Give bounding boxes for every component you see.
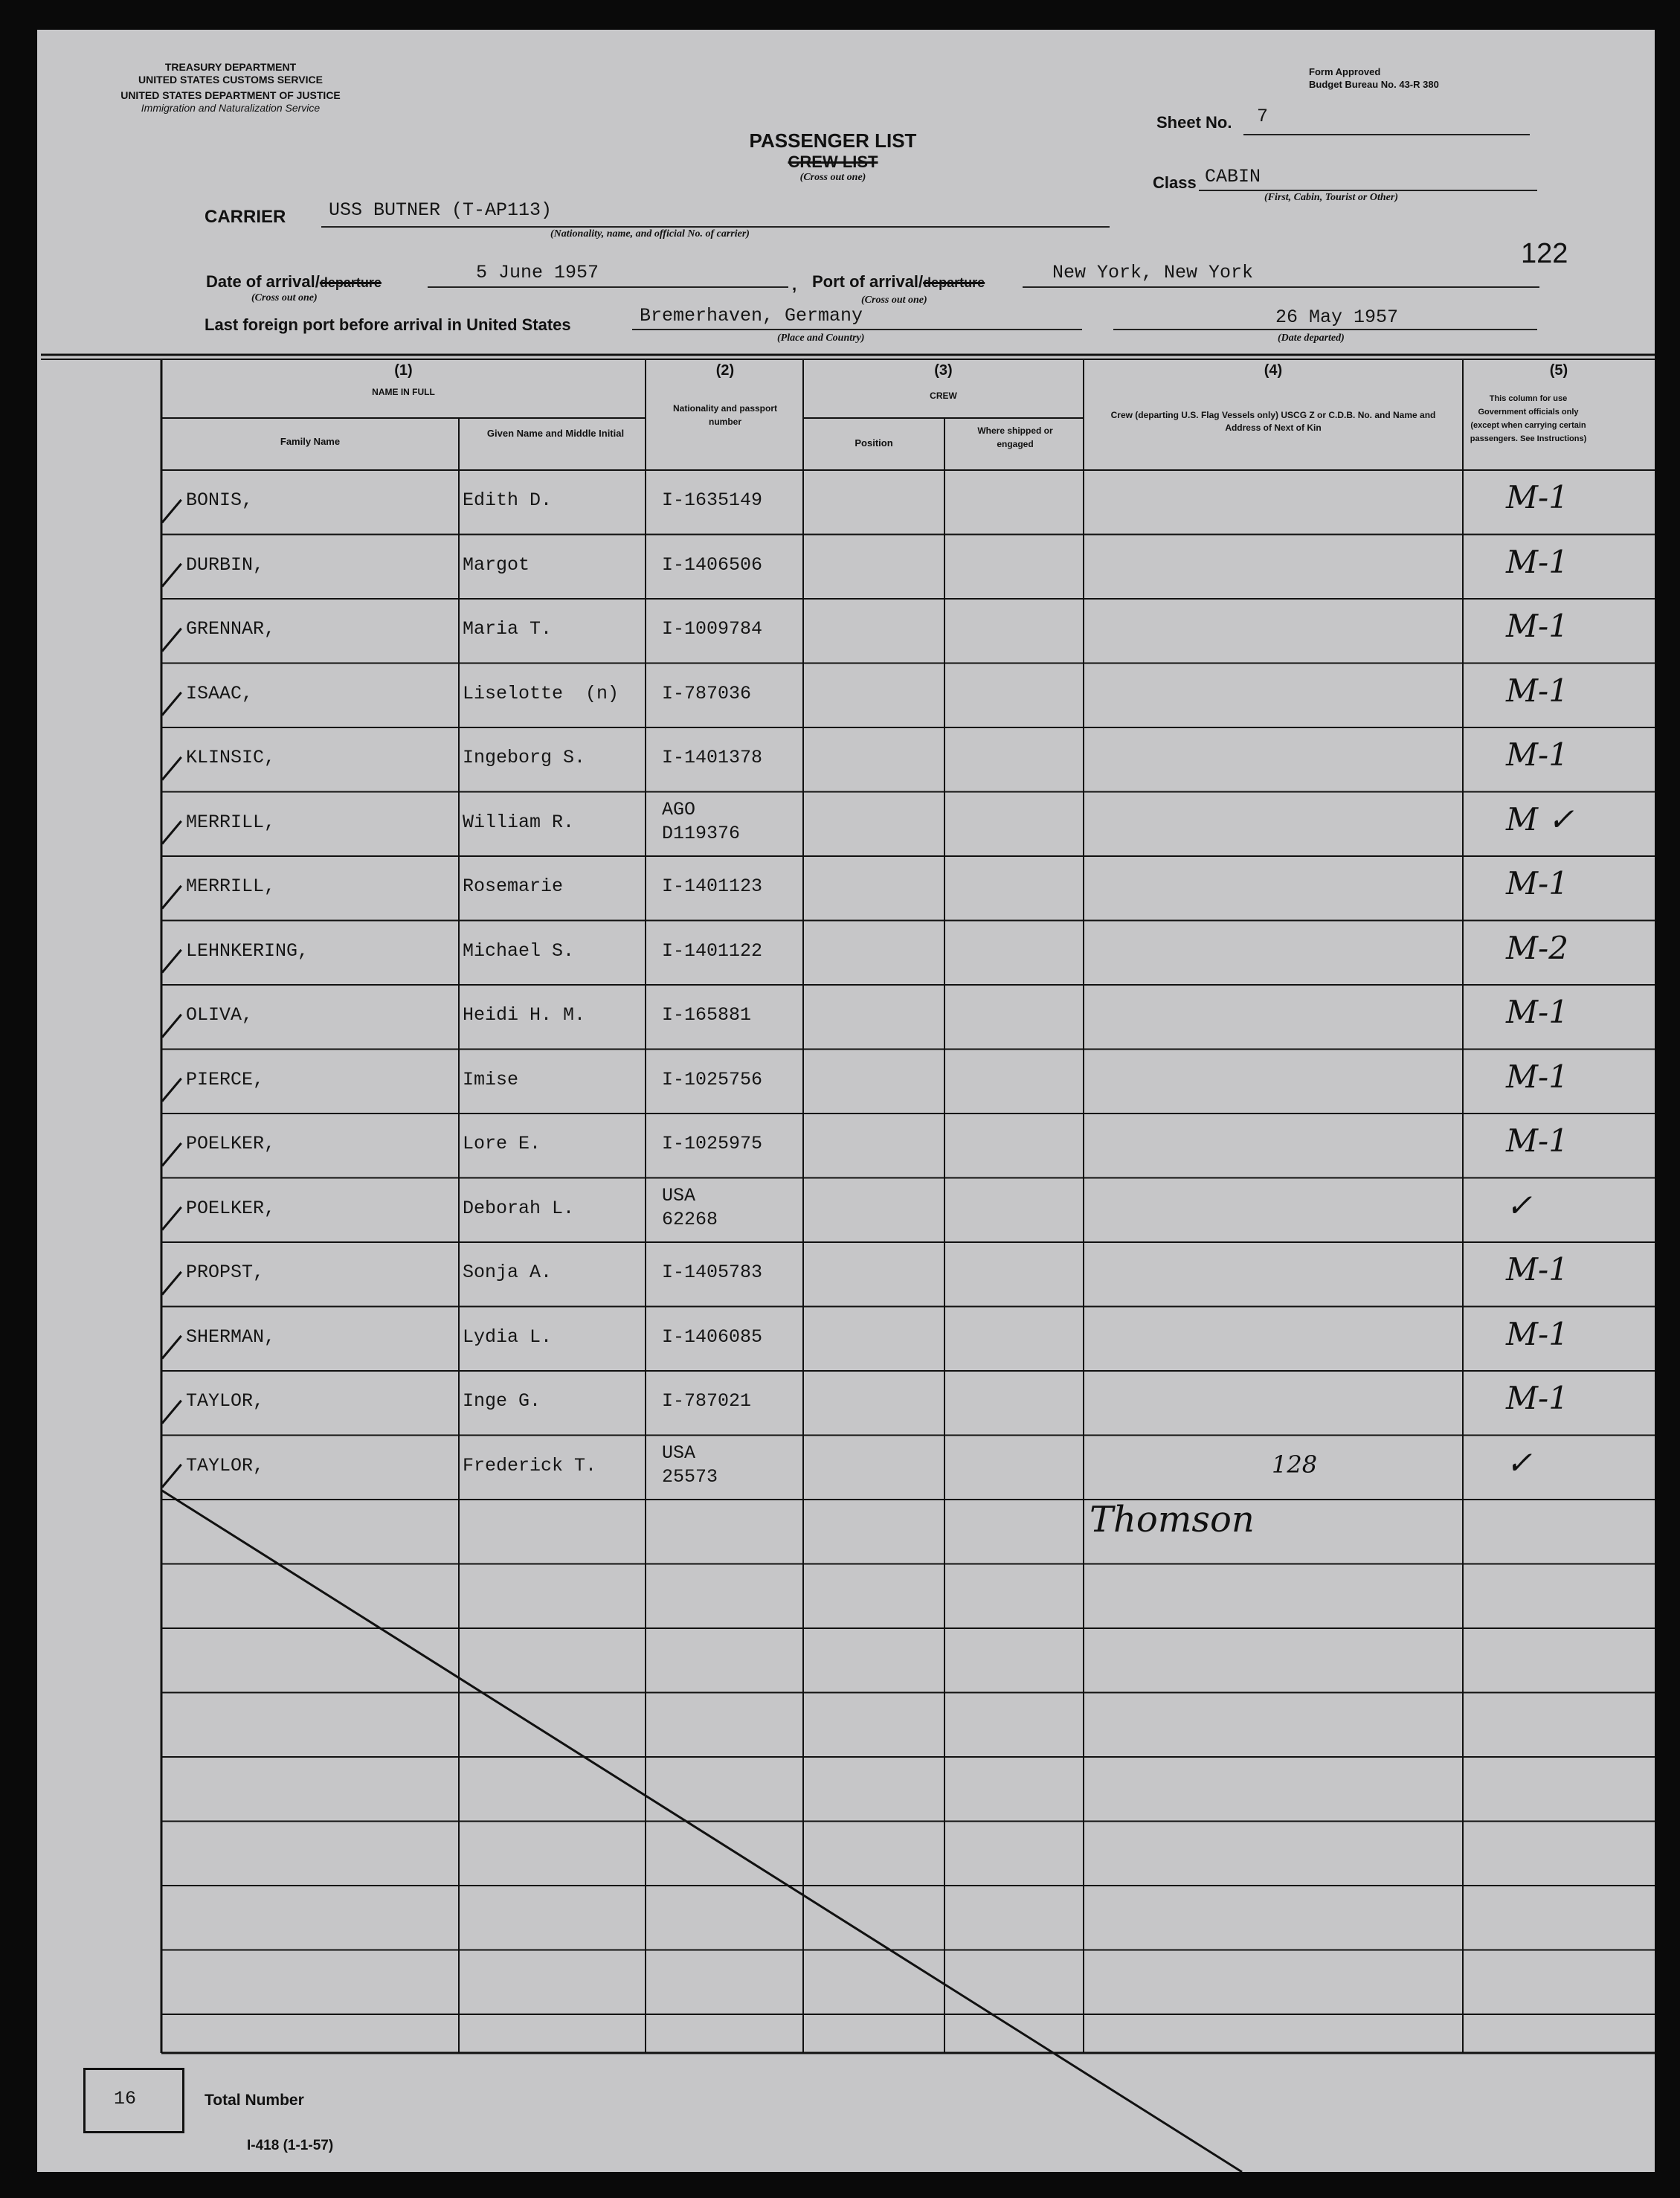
given-name-cell: Margot [463,553,530,576]
passport-cell: I-1405783 [662,1262,763,1283]
given-name-cell: Frederick T. [463,1454,597,1476]
given-name-cell: Liselotte (n) [463,682,619,704]
table-row [37,1178,1655,1243]
page-title: PASSENGER LIST [749,129,917,152]
table-row [37,1436,1655,1500]
table-row [37,921,1655,986]
date-departed-value: 26 May 1957 [1275,306,1399,328]
title-struck: CREW LIST [788,152,878,171]
family-name-cell: SHERMAN, [186,1325,276,1348]
carrier-value: USS BUTNER (T-AP113) [329,199,553,221]
passport-cell: I-1025975 [662,1133,763,1154]
given-name-cell: Heidi H. M. [463,1004,586,1026]
check-tick-mark [161,1464,182,1488]
official-mark-cell: M-2 [1506,929,1568,966]
col4-title: Crew (departing U.S. Flag Vessels only) USCG Z or C.D.B. No. and Name and Address of Next of Kin [1110,410,1436,433]
family-name-cell: DURBIN, [186,553,265,576]
agency-line-2: UNITED STATES CUSTOMS SERVICE [138,74,323,86]
check-tick-mark [161,1206,182,1231]
carrier-caption: (Nationality, name, and official No. of carrier) [550,228,750,240]
last-port-caption: (Place and Country) [777,332,865,344]
official-mark-cell: M ✓ [1506,800,1574,838]
check-tick-mark [161,563,182,588]
passport-cell: I-1025756 [662,1068,763,1090]
family-name-cell: ISAAC, [186,682,254,704]
check-tick-mark [161,884,182,909]
handwritten-number: 128 [1272,1450,1318,1479]
check-tick-mark [161,949,182,974]
passport-cell: USA 62268 [662,1184,718,1230]
given-name-cell: William R. [463,811,575,833]
table-row [37,535,1655,600]
port-struck: departure [923,275,985,290]
void-diagonal-line [162,1491,1242,2172]
official-mark-cell: M-1 [1506,1251,1568,1288]
official-mark-cell: M-1 [1506,1122,1568,1159]
port-value: New York, New York [1052,262,1254,283]
passport-cell: I-1401122 [662,939,763,962]
check-tick-mark [161,820,182,845]
table-row [37,470,1655,535]
arrival-comma: , [792,275,797,294]
arrival-caption: (Cross out one) [251,292,318,303]
total-label: Total Number [205,2092,304,2109]
total-value: 16 [114,2088,137,2109]
family-name-cell: PIERCE, [186,1068,265,1090]
col5-number: (5) [1549,362,1568,379]
col5-title: This column for use Government officials only (except when carrying certain passengers. See Instructions) [1470,394,1587,443]
agency-line-1: TREASURY DEPARTMENT [164,61,297,73]
arrival-struck: departure [319,275,382,290]
agency-line-3: UNITED STATES DEPARTMENT OF JUSTICE [120,89,341,101]
check-tick-mark [161,1399,182,1424]
check-tick-mark [161,1078,182,1102]
given-name-cell: Lydia L. [463,1325,553,1348]
col3-number: (3) [934,362,953,379]
family-name-cell: MERRILL, [186,811,276,833]
check-tick-mark [161,756,182,780]
table-row [37,792,1655,857]
passport-cell: I-787036 [662,682,752,704]
passport-cell: I-787021 [662,1390,752,1412]
class-label: Class [1153,173,1197,192]
table-row [37,1307,1655,1372]
total-box [83,2068,184,2133]
family-name-header: Family Name [280,436,341,447]
form-approved-line-2: Budget Bureau No. 43-R 380 [1309,79,1439,90]
table-row [37,663,1655,728]
given-name-cell: Imise [463,1068,519,1090]
given-name-cell: Michael S. [463,939,575,962]
position-header: Position [855,437,893,449]
given-name-cell: Ingeborg S. [463,747,586,768]
passport-cell: I-1406506 [662,553,763,576]
col1-number: (1) [394,362,413,379]
given-name-cell: Edith D. [463,489,553,511]
passport-cell: I-1406085 [662,1325,763,1348]
table-row [37,1114,1655,1178]
passport-cell: I-1401378 [662,747,763,768]
passport-cell: I-165881 [662,1004,752,1026]
family-name-cell: LEHNKERING, [186,939,309,962]
given-name-cell: Rosemarie [463,875,564,897]
inspector-signature: Thomson [1090,1499,1255,1540]
official-mark-cell: M-1 [1506,608,1568,644]
official-mark-cell: ✓ [1506,1444,1533,1481]
official-mark-cell: M-1 [1506,994,1568,1030]
given-name-cell: Lore E. [463,1133,541,1154]
family-name-cell: PROPST, [186,1262,265,1283]
col1-title: NAME IN FULL [372,387,435,397]
given-name-header: Given Name and Middle Initial [486,428,625,439]
official-mark-cell: M-1 [1506,1058,1568,1095]
family-name-cell: KLINSIC, [186,747,276,768]
cross-out-caption: (Cross out one) [799,172,866,183]
official-mark-cell: M-1 [1506,479,1568,515]
col2-title: Nationality and passport number [672,403,778,427]
passenger-list-form [37,30,1655,2172]
family-name-cell: OLIVA, [186,1004,254,1026]
last-port-label: Last foreign port before arrival in United States [205,315,571,334]
check-tick-mark [161,498,182,523]
passport-cell: I-1009784 [662,618,763,640]
official-mark-cell: M-1 [1506,543,1568,580]
stamp-number: 122 [1521,238,1568,269]
form-approved-line-1: Form Approved [1309,66,1381,77]
family-name-cell: POELKER, [186,1133,276,1154]
arrival-value: 5 June 1957 [476,262,599,283]
passport-cell: I-1635149 [662,489,763,511]
official-mark-cell: M-1 [1506,1315,1568,1352]
family-name-cell: TAYLOR, [186,1390,265,1412]
sheet-label: Sheet No. [1156,113,1232,132]
col2-number: (2) [715,362,735,379]
official-mark-cell: M-1 [1506,865,1568,902]
table-row [37,985,1655,1050]
port-caption: (Cross out one) [861,295,927,306]
check-tick-mark [161,692,182,716]
check-tick-mark [161,1335,182,1360]
port-label-text: Port of arrival/ [812,272,924,291]
col4-number: (4) [1264,362,1283,379]
official-mark-cell: M-1 [1506,1380,1568,1416]
table-row [37,1242,1655,1307]
table-row [37,1050,1655,1114]
passport-cell: I-1401123 [662,875,763,897]
col3-title: CREW [930,391,957,401]
given-name-cell: Inge G. [463,1390,541,1412]
sheet-value: 7 [1257,106,1269,127]
check-tick-mark [161,1270,182,1295]
check-tick-mark [161,627,182,652]
official-mark-cell: M-1 [1506,672,1568,709]
official-mark-cell: M-1 [1506,736,1568,773]
carrier-label: CARRIER [205,207,286,227]
table-row [37,599,1655,663]
check-tick-mark [161,1142,182,1166]
check-tick-mark [161,1013,182,1038]
given-name-cell: Sonja A. [463,1262,553,1283]
agency-line-4: Immigration and Naturalization Service [141,102,321,114]
table-row [37,856,1655,921]
family-name-cell: GRENNAR, [186,618,276,640]
given-name-cell: Maria T. [463,618,553,640]
family-name-cell: TAYLOR, [186,1454,265,1476]
passport-cell: USA 25573 [662,1442,718,1488]
arrival-label-text: Date of arrival/ [206,272,320,291]
class-caption: (First, Cabin, Tourist or Other) [1264,192,1398,203]
date-departed-caption: (Date departed) [1278,332,1345,344]
table-row [37,1371,1655,1436]
official-mark-cell: ✓ [1506,1186,1533,1224]
table-row [37,727,1655,792]
passport-cell: AGO D119376 [662,798,741,844]
last-port-value: Bremerhaven, Germany [640,305,863,327]
shipped-header: Where shipped or engaged [977,425,1053,449]
class-value: CABIN [1205,166,1261,187]
family-name-cell: BONIS, [186,489,254,511]
family-name-cell: MERRILL, [186,875,276,897]
given-name-cell: Deborah L. [463,1197,575,1219]
form-number: I-418 (1-1-57) [247,2138,334,2153]
family-name-cell: POELKER, [186,1197,276,1219]
